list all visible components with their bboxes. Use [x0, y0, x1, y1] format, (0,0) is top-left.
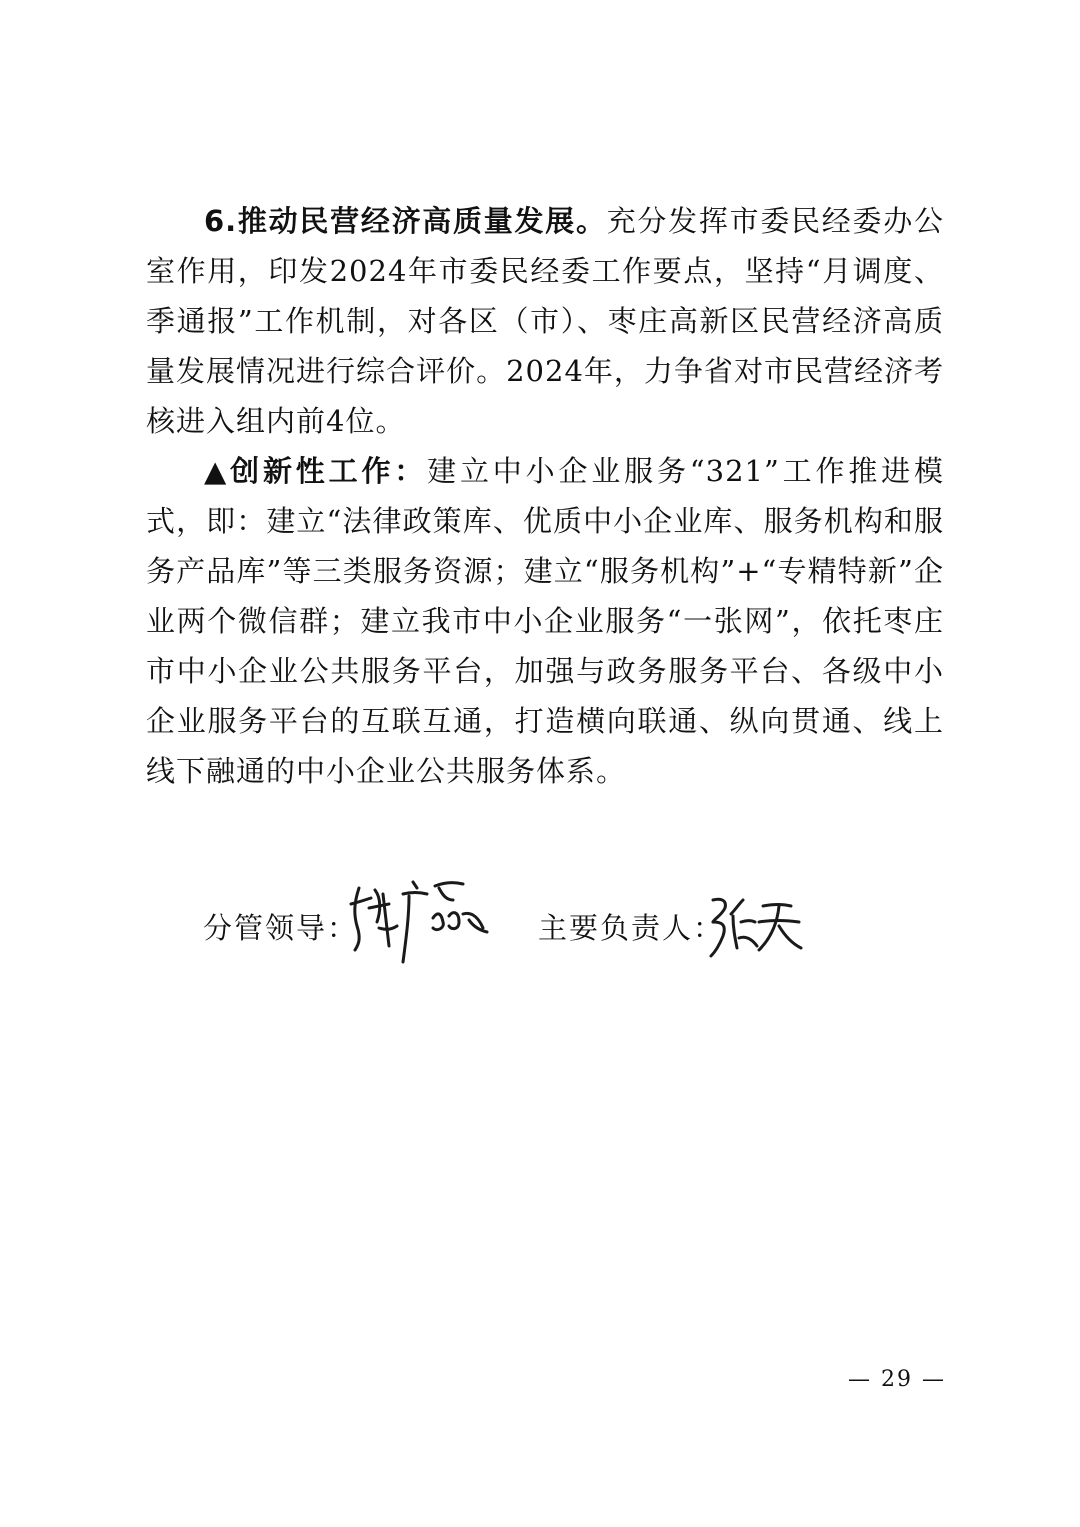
page-number: — 29 —	[848, 1367, 946, 1392]
principal-signature	[705, 892, 805, 962]
paragraph-body: 充分发挥市委民经委办公室作用，印发2024年市委民经委工作要点，坚持“月调度、季通报”工作机制，对各区（市）、枣庄高新区民营经济高质量发展情况进行综合评价。2024年，力争省对市民营经济考核进入组内前4位。	[146, 204, 944, 438]
paragraph-innovation-work	[146, 446, 944, 796]
body-text	[146, 196, 944, 796]
signature-row	[0, 870, 1080, 980]
paragraph-body: 建立中小企业服务“321”工作推进模式，即：建立“法律政策库、优质中小企业库、服务机构和服务产品库”等三类服务资源；建立“服务机构”+“专精特新”企业两个微信群；建立我市中小企业服务“一张网”，依托枣庄市中小企业公共服务平台，加强与政务服务平台、各级中小企业服务平台的互联互通，打造横向联通、纵向贯通、线上线下融通的中小企业公共服务体系。	[146, 454, 944, 788]
paragraph-heading: ▲创新性工作：	[204, 454, 428, 488]
paragraph-private-economy	[146, 196, 944, 446]
supervisor-signature	[345, 870, 495, 970]
principal-label: 主要负责人：	[538, 911, 725, 945]
paragraph-heading: 6.推动民营经济高质量发展。	[204, 204, 607, 238]
supervisor-label: 分管领导：	[203, 911, 359, 945]
